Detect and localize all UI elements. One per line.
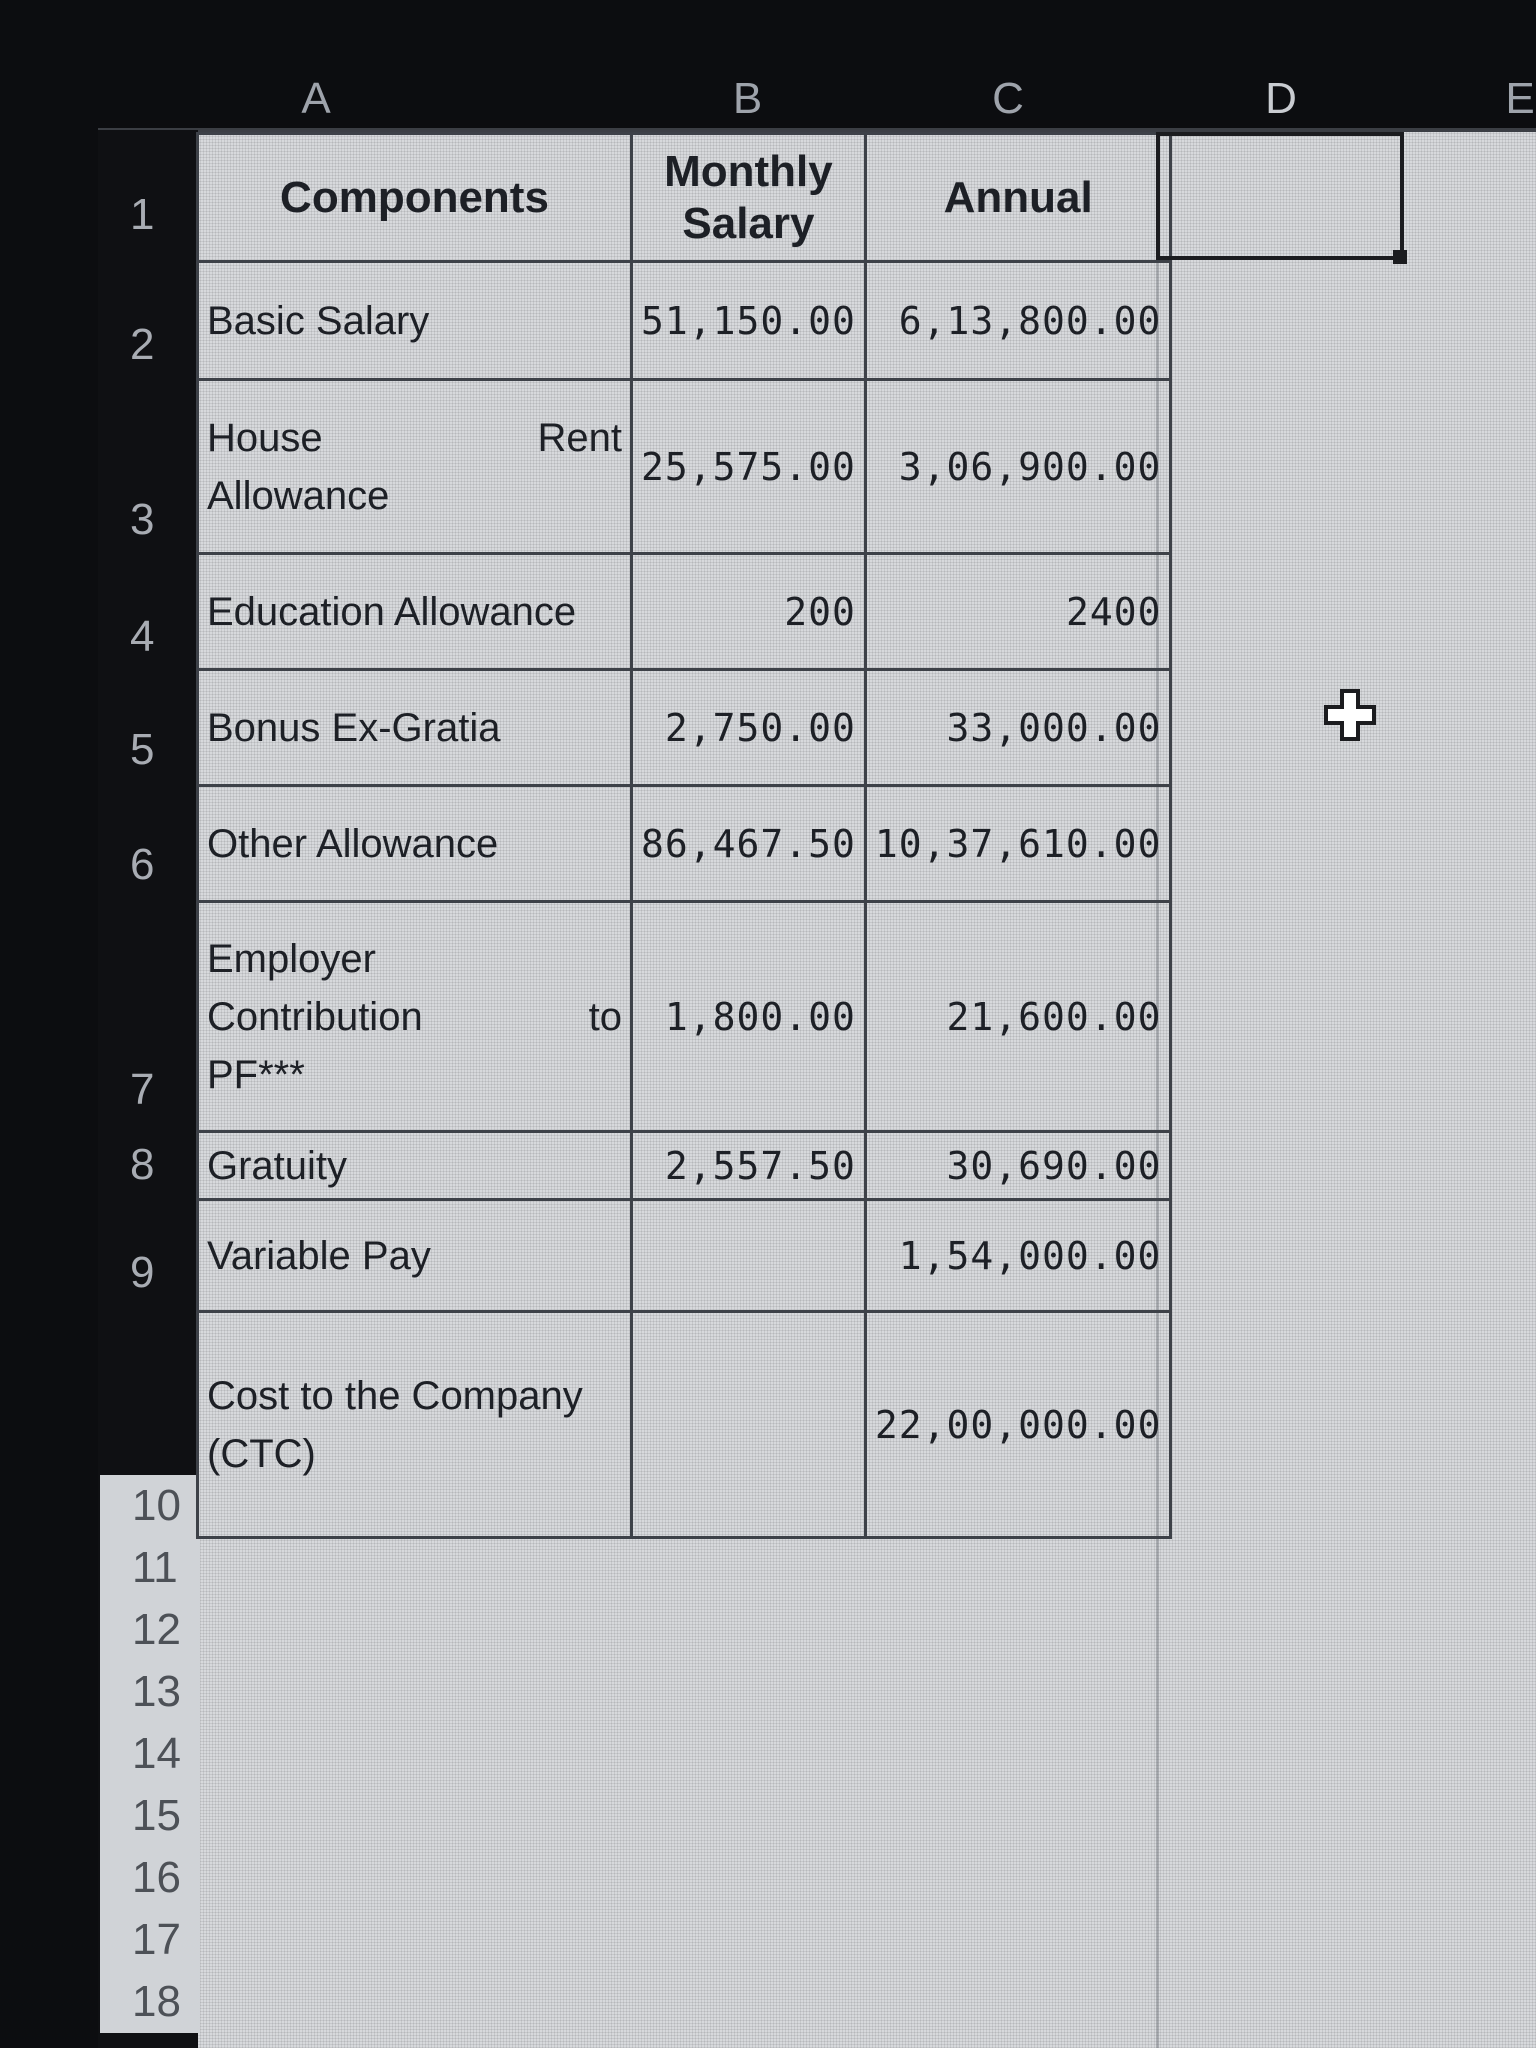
plus-cursor-icon bbox=[1320, 685, 1380, 745]
annual-cell[interactable]: 22,00,000.00 bbox=[865, 1312, 1171, 1538]
component-label-line2: Contribution bbox=[207, 994, 423, 1039]
table-row bbox=[198, 786, 1171, 902]
row-header-3[interactable]: 3 bbox=[130, 495, 155, 544]
header-cell-annual[interactable] bbox=[865, 134, 1171, 262]
annual-cell[interactable]: 2400 bbox=[865, 554, 1171, 670]
salary-table bbox=[196, 132, 1172, 1539]
row-header-5[interactable]: 5 bbox=[130, 725, 155, 774]
monthly-cell[interactable]: 86,467.50 bbox=[632, 786, 866, 902]
row-header-7[interactable]: 7 bbox=[130, 1065, 155, 1114]
component-label-line2: Allowance bbox=[207, 473, 390, 518]
component-label-line3: PF*** bbox=[207, 1052, 305, 1097]
table-row bbox=[198, 380, 1171, 554]
component-label: Gratuity bbox=[207, 1143, 348, 1188]
fill-handle[interactable] bbox=[1393, 250, 1407, 264]
row-header-4[interactable]: 4 bbox=[130, 612, 155, 661]
monthly-cell[interactable] bbox=[632, 1200, 866, 1312]
monthly-cell[interactable]: 1,800.00 bbox=[632, 902, 866, 1132]
row-header-17[interactable]: 17 bbox=[100, 1909, 200, 1971]
row-header-2[interactable]: 2 bbox=[130, 320, 155, 369]
row-header-9[interactable]: 9 bbox=[130, 1248, 155, 1297]
table-row bbox=[198, 1132, 1171, 1200]
component-line bbox=[207, 409, 622, 467]
annual-cell[interactable]: 3,06,900.00 bbox=[865, 380, 1171, 554]
row-header-18[interactable]: 18 bbox=[100, 1971, 200, 2033]
component-label: Other Allowance bbox=[207, 821, 499, 866]
table-row bbox=[198, 1200, 1171, 1312]
component-label-right: to bbox=[588, 994, 622, 1039]
row-header-13[interactable]: 13 bbox=[100, 1661, 200, 1723]
column-header-d[interactable]: D bbox=[1265, 74, 1297, 123]
monthly-cell[interactable]: 2,750.00 bbox=[632, 670, 866, 786]
header-annual-label: Annual bbox=[943, 172, 1093, 222]
component-label: Employer bbox=[207, 936, 376, 981]
component-label-right: Rent bbox=[537, 415, 622, 460]
annual-cell[interactable]: 6,13,800.00 bbox=[865, 262, 1171, 380]
row-header-12[interactable]: 12 bbox=[100, 1599, 200, 1661]
row-header-15[interactable]: 15 bbox=[100, 1785, 200, 1847]
component-label: Cost to the Company bbox=[207, 1373, 583, 1418]
row-header-10[interactable]: 10 bbox=[100, 1475, 200, 1537]
selected-cell-d1[interactable] bbox=[1156, 132, 1404, 260]
column-header-a[interactable]: A bbox=[301, 74, 331, 123]
table-row bbox=[198, 670, 1171, 786]
component-cell[interactable] bbox=[198, 1132, 632, 1200]
component-line bbox=[207, 988, 622, 1046]
component-label: Variable Pay bbox=[207, 1233, 431, 1278]
column-header-c[interactable]: C bbox=[992, 74, 1024, 123]
component-cell[interactable] bbox=[198, 380, 632, 554]
header-monthly-line1: Monthly bbox=[664, 146, 833, 196]
header-cell-monthly[interactable] bbox=[632, 134, 866, 262]
monthly-cell[interactable]: 51,150.00 bbox=[632, 262, 866, 380]
component-label: House bbox=[207, 415, 323, 460]
table-row bbox=[198, 262, 1171, 380]
component-cell[interactable] bbox=[198, 786, 632, 902]
component-cell[interactable] bbox=[198, 1312, 632, 1538]
component-label: Education Allowance bbox=[207, 589, 577, 634]
row-header-6[interactable]: 6 bbox=[130, 840, 155, 889]
header-row bbox=[198, 134, 1171, 262]
component-cell[interactable] bbox=[198, 902, 632, 1132]
annual-cell[interactable]: 1,54,000.00 bbox=[865, 1200, 1171, 1312]
component-cell[interactable] bbox=[198, 670, 632, 786]
header-components-label: Components bbox=[280, 172, 549, 222]
column-header-b[interactable]: B bbox=[732, 74, 763, 123]
component-label: Bonus Ex-Gratia bbox=[207, 705, 501, 750]
monthly-cell[interactable]: 200 bbox=[632, 554, 866, 670]
header-monthly-line2: Salary bbox=[682, 198, 815, 248]
component-cell[interactable] bbox=[198, 262, 632, 380]
header-cell-components[interactable] bbox=[198, 134, 632, 262]
table-row bbox=[198, 1312, 1171, 1538]
column-header-e[interactable]: E bbox=[1505, 74, 1535, 123]
annual-cell[interactable]: 21,600.00 bbox=[865, 902, 1171, 1132]
row-header-16[interactable]: 16 bbox=[100, 1847, 200, 1909]
row-header-11[interactable]: 11 bbox=[100, 1537, 200, 1599]
component-cell[interactable] bbox=[198, 554, 632, 670]
monthly-cell[interactable]: 2,557.50 bbox=[632, 1132, 866, 1200]
row-header-1[interactable]: 1 bbox=[130, 190, 155, 239]
component-label: Basic Salary bbox=[207, 298, 430, 343]
table-row bbox=[198, 902, 1171, 1132]
annual-cell[interactable]: 10,37,610.00 bbox=[865, 786, 1171, 902]
monthly-cell[interactable]: 25,575.00 bbox=[632, 380, 866, 554]
monthly-cell[interactable] bbox=[632, 1312, 866, 1538]
annual-cell[interactable]: 33,000.00 bbox=[865, 670, 1171, 786]
component-label-line2: (CTC) bbox=[207, 1431, 316, 1476]
row-header-8[interactable]: 8 bbox=[130, 1140, 155, 1189]
annual-cell[interactable]: 30,690.00 bbox=[865, 1132, 1171, 1200]
row-header-14[interactable]: 14 bbox=[100, 1723, 200, 1785]
table-row bbox=[198, 554, 1171, 670]
component-cell[interactable] bbox=[198, 1200, 632, 1312]
